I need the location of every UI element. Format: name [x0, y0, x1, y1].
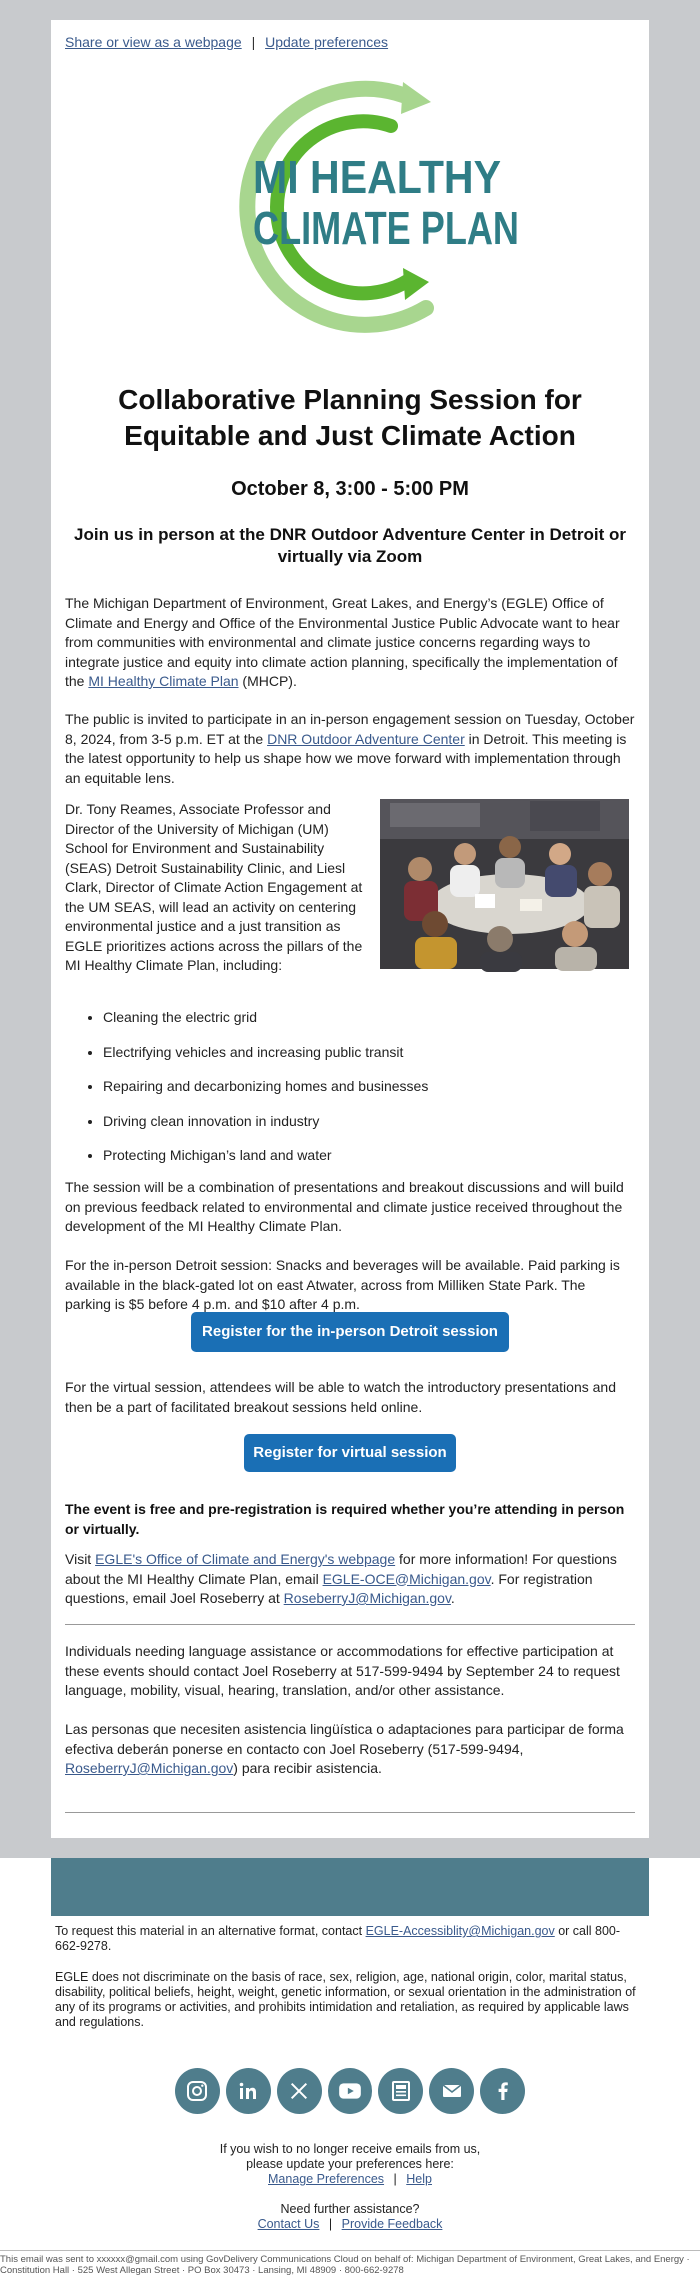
alt-format-notice — [55, 1924, 645, 1954]
linkedin-icon[interactable] — [226, 2068, 271, 2114]
more-info-text: . — [450, 1590, 455, 1606]
more-info-paragraph — [65, 1550, 635, 1609]
bottom-divider — [0, 2250, 700, 2251]
footer-band — [51, 1858, 649, 1916]
social-icons — [175, 2068, 525, 2116]
unsubscribe-block — [0, 2142, 700, 2232]
mi-healthy-climate-plan-logo — [181, 68, 521, 348]
spanish-accommodation-paragraph — [65, 1720, 635, 1779]
pillar-item: • Repairing and decarbonizing homes and businesses — [103, 1077, 663, 1112]
register-inperson-button[interactable]: Register for the in-person Detroit session — [191, 1312, 509, 1352]
divider — [65, 1624, 635, 1625]
help-link[interactable]: Help — [406, 2172, 432, 2186]
instagram-icon[interactable] — [175, 2068, 220, 2114]
dnr-center-link[interactable]: DNR Outdoor Adventure Center — [267, 730, 465, 747]
event-date: October 8, 3:00 - 5:00 PM — [231, 478, 469, 500]
link-separator: | — [328, 2217, 333, 2231]
more-info-text: . For registration questions, email Joel Roseberry at — [65, 1570, 593, 1606]
preference-links — [0, 2172, 700, 2187]
assistance-text: Need further assistance? — [280, 2202, 420, 2216]
virtual-paragraph: For the virtual session, attendees will be able to watch the introductory presentations and then be a part of facilitated breakout sessions held online. — [65, 1379, 616, 1415]
youtube-icon[interactable] — [328, 2068, 373, 2114]
accessibility-email-link[interactable]: EGLE-Accessiblity@Michigan.gov — [365, 1924, 555, 1938]
update-preferences-link[interactable]: Update preferences — [265, 34, 389, 50]
pillars-list — [65, 1008, 663, 1181]
invitation-paragraph — [65, 710, 635, 788]
pillar-item: • Driving clean innovation in industry — [103, 1112, 663, 1147]
unsubscribe-line2: please update your preferences here: — [246, 2157, 454, 2171]
pillar-item: • Cleaning the electric grid — [103, 1008, 663, 1043]
spanish-text: Las personas que necesiten asistencia lingüística o adaptaciones para participar de forma efectiva deberán ponerse en contacto con Joel Roseberry (517-599-9494, — [65, 1721, 624, 1757]
session-photo — [380, 799, 629, 969]
roseberry-email-link[interactable]: RoseberryJ@Michigan.gov — [283, 1590, 451, 1606]
delivery-note: This email was sent to xxxxxx@gmail.com using GovDelivery Communications Cloud on behalf of: Michigan Department of Environment, Great Lakes, and Energy · Constitution Hall · 525 West Allegan Street · PO Box 30473 · Lansing, MI 48909 · 800-662-9278 — [0, 2254, 690, 2276]
x-icon[interactable] — [277, 2068, 322, 2114]
share-webpage-link[interactable]: Share or view as a webpage — [65, 34, 242, 50]
intro-end: (MHCP). — [238, 673, 297, 689]
link-separator: | — [393, 2172, 397, 2186]
more-info-text: for more information! For questions about the MI Healthy Climate Plan, email — [65, 1551, 617, 1587]
provide-feedback-link[interactable]: Provide Feedback — [341, 2217, 443, 2231]
facebook-icon[interactable] — [480, 2068, 525, 2114]
unsubscribe-line1: If you wish to no longer receive emails from us, — [219, 2142, 481, 2156]
email-card — [51, 20, 649, 1838]
contact-links — [0, 2217, 700, 2232]
email-icon[interactable] — [429, 2068, 474, 2114]
alt-format-text: or call 800-662-9278. — [55, 1924, 621, 1953]
pillar-item: • Protecting Michigan’s land and water — [103, 1146, 663, 1181]
top-links — [65, 34, 388, 50]
oce-email-link[interactable]: EGLE-OCE@Michigan.gov — [322, 1570, 491, 1587]
register-virtual-button[interactable]: Register for virtual session — [244, 1434, 456, 1472]
pillar-item: • Electrifying vehicles and increasing public transit — [103, 1043, 663, 1078]
news-icon[interactable] — [378, 2068, 423, 2114]
oce-webpage-link[interactable]: EGLE's Office of Climate and Energy's webpage — [95, 1551, 396, 1567]
logo-line1: MI HEALTHY — [253, 151, 501, 203]
link-separator: | — [251, 34, 256, 50]
more-info-text: Visit — [65, 1551, 96, 1567]
alt-format-text: To request this material in an alternative format, contact — [55, 1924, 366, 1938]
contact-us-link[interactable]: Contact Us — [257, 2217, 320, 2231]
roseberry-email-link-es[interactable]: RoseberryJ@Michigan.gov — [65, 1760, 234, 1776]
parking-paragraph: For the in-person Detroit session: Snacks and beverages will be available. Paid parking is available in the black-gated lot on east Atwater, across from Milliken State Park. The parking is $5 before 4 p.m. and $10 after 4 p.m. — [65, 1257, 620, 1312]
invitation-text: The public is invited to participate in an in-person engagement session on Tuesday, October 8, 2024, from 3-5 p.m. ET at the — [65, 711, 635, 747]
nondiscrimination-notice: EGLE does not discriminate on the basis of race, sex, religion, age, national origin, color, marital status, disability, political beliefs, height, weight, genetic information, or sexual orientation in the administration of any of its programs or activities, and prohibits intimidation and retaliation, as required by applicable laws and regulations. — [55, 1970, 636, 2029]
facilitators-paragraph: Dr. Tony Reames, Associate Professor and Director of the University of Michigan (UM) School for Environment and Sustainability (SEAS) Detroit Sustainability Clinic, and Liesl Clark, Director of Climate Action Engagement at the UM SEAS, will lead an activity on centering environmental justice and a just transition as EGLE prioritizes actions across the pillars of the MI Healthy Climate Plan, including: — [65, 801, 363, 973]
divider — [65, 1812, 635, 1813]
free-event-notice: The event is free and pre-registration is required whether you’re attending in person or virtually. — [65, 1501, 625, 1537]
mhcp-link[interactable]: MI Healthy Climate Plan — [88, 673, 239, 689]
event-subhead: Join us in person at the DNR Outdoor Adventure Center in Detroit or virtually via Zoom — [74, 525, 626, 566]
invitation-end: in Detroit. This meeting is the latest opportunity to help us shape how we move forward with implementation through an equitable lens. — [65, 730, 627, 786]
spanish-text: ) para recibir asistencia. — [233, 1760, 382, 1776]
session-format-paragraph: The session will be a combination of presentations and breakout discussions and will build on previous feedback related to environmental and climate justice received throughout the development of the MI Healthy Climate Plan. — [65, 1179, 624, 1234]
intro-paragraph — [65, 594, 635, 692]
manage-preferences-link[interactable]: Manage Preferences — [268, 2172, 385, 2186]
intro-text: The Michigan Department of Environment, Great Lakes, and Energy’s (EGLE) Office of Climate and Energy and Office of the Environmental Justice Public Advocate want to hear from communities with environmental and climate justice concerns regarding ways to integrate justice and equity into climate action planning, specifically the implementation of the — [65, 595, 620, 689]
event-title: Collaborative Planning Session for Equitable and Just Climate Action — [118, 384, 582, 451]
accommodation-paragraph: Individuals needing language assistance or accommodations for effective participation at these events should contact Joel Roseberry at 517-599-9494 by September 24 to request language, mobility, visual, hearing, translation, and/or other assistance. — [65, 1643, 620, 1698]
logo-line2: CLIMATE PLAN — [253, 202, 519, 254]
